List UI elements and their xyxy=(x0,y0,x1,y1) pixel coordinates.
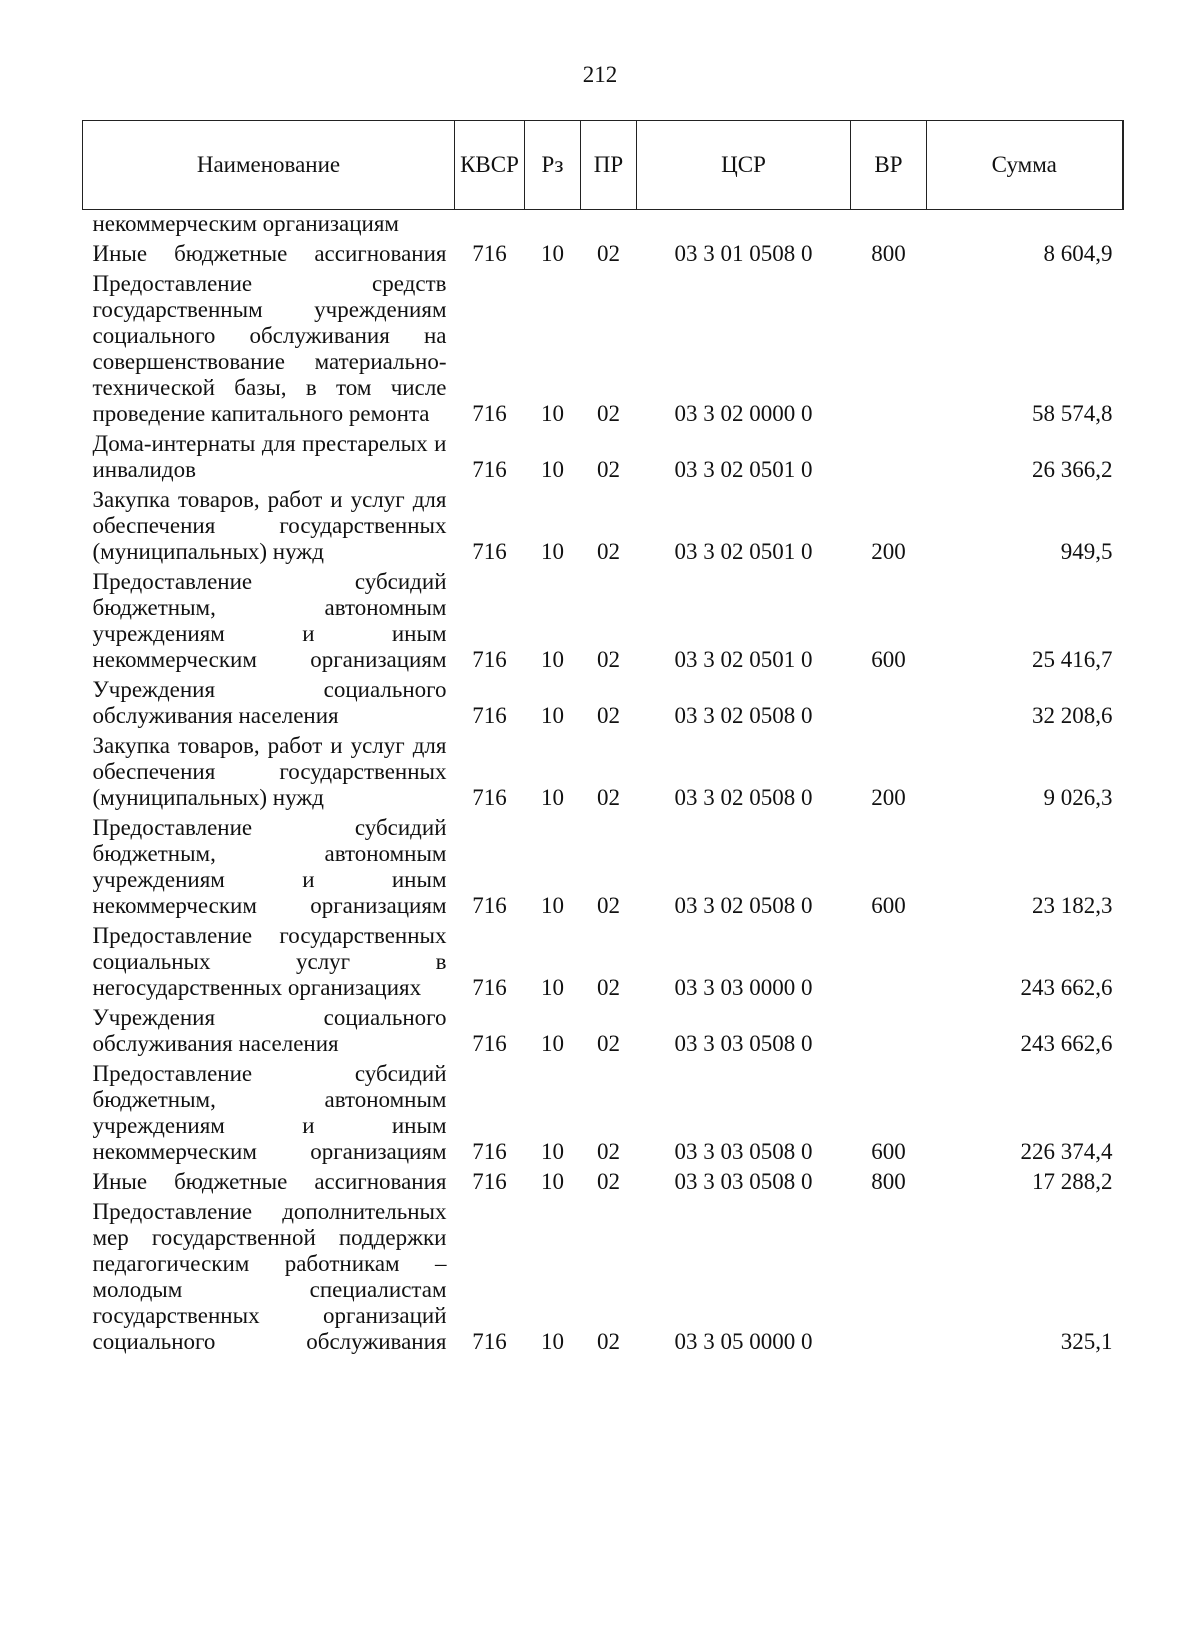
row-vr: 600 xyxy=(871,647,906,672)
page-number: 212 xyxy=(582,62,618,87)
header-csr: ЦСР xyxy=(637,121,851,210)
row-rz: 10 xyxy=(541,785,564,810)
header-kvsr: КВСР xyxy=(455,121,525,210)
row-rz: 10 xyxy=(541,703,564,728)
row-kvsr: 716 xyxy=(472,457,507,482)
row-rz: 10 xyxy=(541,241,564,266)
row-rz: 10 xyxy=(541,1169,564,1194)
row-csr: 03 3 02 0508 0 xyxy=(674,893,813,918)
row-vr: 200 xyxy=(871,539,906,564)
row-kvsr: 716 xyxy=(472,893,507,918)
row-kvsr xyxy=(455,210,525,241)
row-sum: 9 026,3 xyxy=(1043,785,1113,810)
header-vr: ВР xyxy=(851,121,927,210)
row-name: Закупка товаров, работ и услуг для обеспечения государственных (муниципальных) нужд xyxy=(92,733,447,810)
row-vr: 800 xyxy=(871,1169,906,1194)
row-name: Иные бюджетные ассигнования xyxy=(92,1169,447,1194)
row-name: некоммерческим организациям xyxy=(92,211,399,236)
row-pr: 02 xyxy=(597,785,620,810)
row-sum: 17 288,2 xyxy=(1032,1169,1113,1194)
row-vr xyxy=(851,270,927,430)
row-csr: 03 3 02 0501 0 xyxy=(674,539,813,564)
row-kvsr: 716 xyxy=(472,1329,507,1354)
row-name: Дома-интернаты для престарелых и инвалидов xyxy=(92,431,447,482)
table-row xyxy=(83,430,1123,486)
table-row xyxy=(83,240,1123,270)
row-rz: 10 xyxy=(541,647,564,672)
row-csr xyxy=(637,210,851,241)
row-name: Предоставление субсидий бюджетным, автономным учреждениям и иным некоммерческим организациям xyxy=(92,569,447,672)
row-kvsr: 716 xyxy=(472,1169,507,1194)
row-name: Закупка товаров, работ и услуг для обеспечения государственных (муниципальных) нужд xyxy=(92,487,447,564)
row-kvsr: 716 xyxy=(472,975,507,1000)
table-row xyxy=(83,568,1123,676)
row-rz: 10 xyxy=(541,1139,564,1164)
row-csr: 03 3 03 0000 0 xyxy=(674,975,813,1000)
row-rz xyxy=(525,210,581,241)
row-pr: 02 xyxy=(597,539,620,564)
row-vr xyxy=(851,430,927,486)
row-csr: 03 3 03 0508 0 xyxy=(674,1031,813,1056)
row-csr: 03 3 02 0508 0 xyxy=(674,785,813,810)
row-name: Учреждения социального обслуживания населения xyxy=(92,677,447,728)
row-name: Предоставление субсидий бюджетным, автономным учреждениям и иным некоммерческим организациям xyxy=(92,815,447,918)
row-sum: 23 182,3 xyxy=(1032,893,1113,918)
row-pr: 02 xyxy=(597,1169,620,1194)
table-row xyxy=(83,814,1123,922)
table-row xyxy=(83,732,1123,814)
row-csr: 03 3 02 0508 0 xyxy=(674,703,813,728)
table-row xyxy=(83,1004,1123,1060)
row-rz: 10 xyxy=(541,1329,564,1354)
row-pr xyxy=(581,210,637,241)
row-pr: 02 xyxy=(597,457,620,482)
row-sum xyxy=(927,210,1123,241)
row-csr: 03 3 02 0501 0 xyxy=(674,457,813,482)
row-csr: 03 3 05 0000 0 xyxy=(674,1329,813,1354)
row-name: Предоставление субсидий бюджетным, автономным учреждениям и иным некоммерческим организациям xyxy=(92,1061,447,1164)
table-row xyxy=(83,1168,1123,1198)
row-kvsr: 716 xyxy=(472,703,507,728)
row-sum: 243 662,6 xyxy=(1020,975,1113,1000)
row-vr xyxy=(851,210,927,241)
table-row xyxy=(83,676,1123,732)
row-pr: 02 xyxy=(597,1329,620,1354)
row-sum: 325,1 xyxy=(1060,1329,1113,1354)
row-sum: 8 604,9 xyxy=(1043,241,1113,266)
row-pr: 02 xyxy=(597,893,620,918)
table-row xyxy=(83,922,1123,1004)
header-name: Наименование xyxy=(83,121,455,210)
row-rz: 10 xyxy=(541,401,564,426)
row-pr: 02 xyxy=(597,401,620,426)
row-vr xyxy=(851,922,927,1004)
header-rz: Рз xyxy=(525,121,581,210)
row-sum: 58 574,8 xyxy=(1032,401,1113,426)
row-rz: 10 xyxy=(541,893,564,918)
row-csr: 03 3 01 0508 0 xyxy=(674,241,813,266)
row-pr: 02 xyxy=(597,241,620,266)
row-sum: 226 374,4 xyxy=(1020,1139,1113,1164)
row-csr: 03 3 02 0501 0 xyxy=(674,647,813,672)
table-row xyxy=(83,270,1123,430)
row-kvsr: 716 xyxy=(472,539,507,564)
row-rz: 10 xyxy=(541,539,564,564)
row-vr: 800 xyxy=(871,241,906,266)
header-pr: ПР xyxy=(581,121,637,210)
row-pr: 02 xyxy=(597,647,620,672)
row-vr: 600 xyxy=(871,1139,906,1164)
row-rz: 10 xyxy=(541,1031,564,1056)
table-body xyxy=(83,210,1123,1359)
row-kvsr: 716 xyxy=(472,785,507,810)
row-pr: 02 xyxy=(597,1139,620,1164)
row-name: Учреждения социального обслуживания населения xyxy=(92,1005,447,1056)
row-pr: 02 xyxy=(597,975,620,1000)
row-name: Предоставление средств государственным учреждениям социального обслуживания на совершенствование материально-технической базы, в том числе проведение капитального ремонта xyxy=(92,271,447,426)
row-vr: 600 xyxy=(871,893,906,918)
row-sum: 243 662,6 xyxy=(1020,1031,1113,1056)
row-pr: 02 xyxy=(597,703,620,728)
row-name: Предоставление государственных социальных услуг в негосударственных организациях xyxy=(92,923,447,1000)
table-row xyxy=(83,210,1123,241)
row-vr: 200 xyxy=(871,785,906,810)
row-csr: 03 3 02 0000 0 xyxy=(674,401,813,426)
row-pr: 02 xyxy=(597,1031,620,1056)
row-rz: 10 xyxy=(541,457,564,482)
row-kvsr: 716 xyxy=(472,647,507,672)
table-row xyxy=(83,486,1123,568)
row-name: Предоставление дополнительных мер государственной поддержки педагогическим работникам – молодым специалистам государственных организаций социального обслуживания xyxy=(92,1199,447,1354)
table-row xyxy=(83,1060,1123,1168)
row-name: Иные бюджетные ассигнования xyxy=(92,241,447,266)
row-sum: 32 208,6 xyxy=(1032,703,1113,728)
row-kvsr: 716 xyxy=(472,1031,507,1056)
row-csr: 03 3 03 0508 0 xyxy=(674,1169,813,1194)
header-sum: Сумма xyxy=(927,121,1123,210)
row-vr xyxy=(851,1198,927,1358)
row-kvsr: 716 xyxy=(472,401,507,426)
row-kvsr: 716 xyxy=(472,241,507,266)
row-sum: 26 366,2 xyxy=(1032,457,1113,482)
row-csr: 03 3 03 0508 0 xyxy=(674,1139,813,1164)
row-sum: 949,5 xyxy=(1060,539,1113,564)
row-sum: 25 416,7 xyxy=(1032,647,1113,672)
row-rz: 10 xyxy=(541,975,564,1000)
table-header xyxy=(83,121,1123,210)
table-row xyxy=(83,1198,1123,1358)
row-vr xyxy=(851,676,927,732)
row-vr xyxy=(851,1004,927,1060)
budget-table xyxy=(82,120,1124,1358)
row-kvsr: 716 xyxy=(472,1139,507,1164)
